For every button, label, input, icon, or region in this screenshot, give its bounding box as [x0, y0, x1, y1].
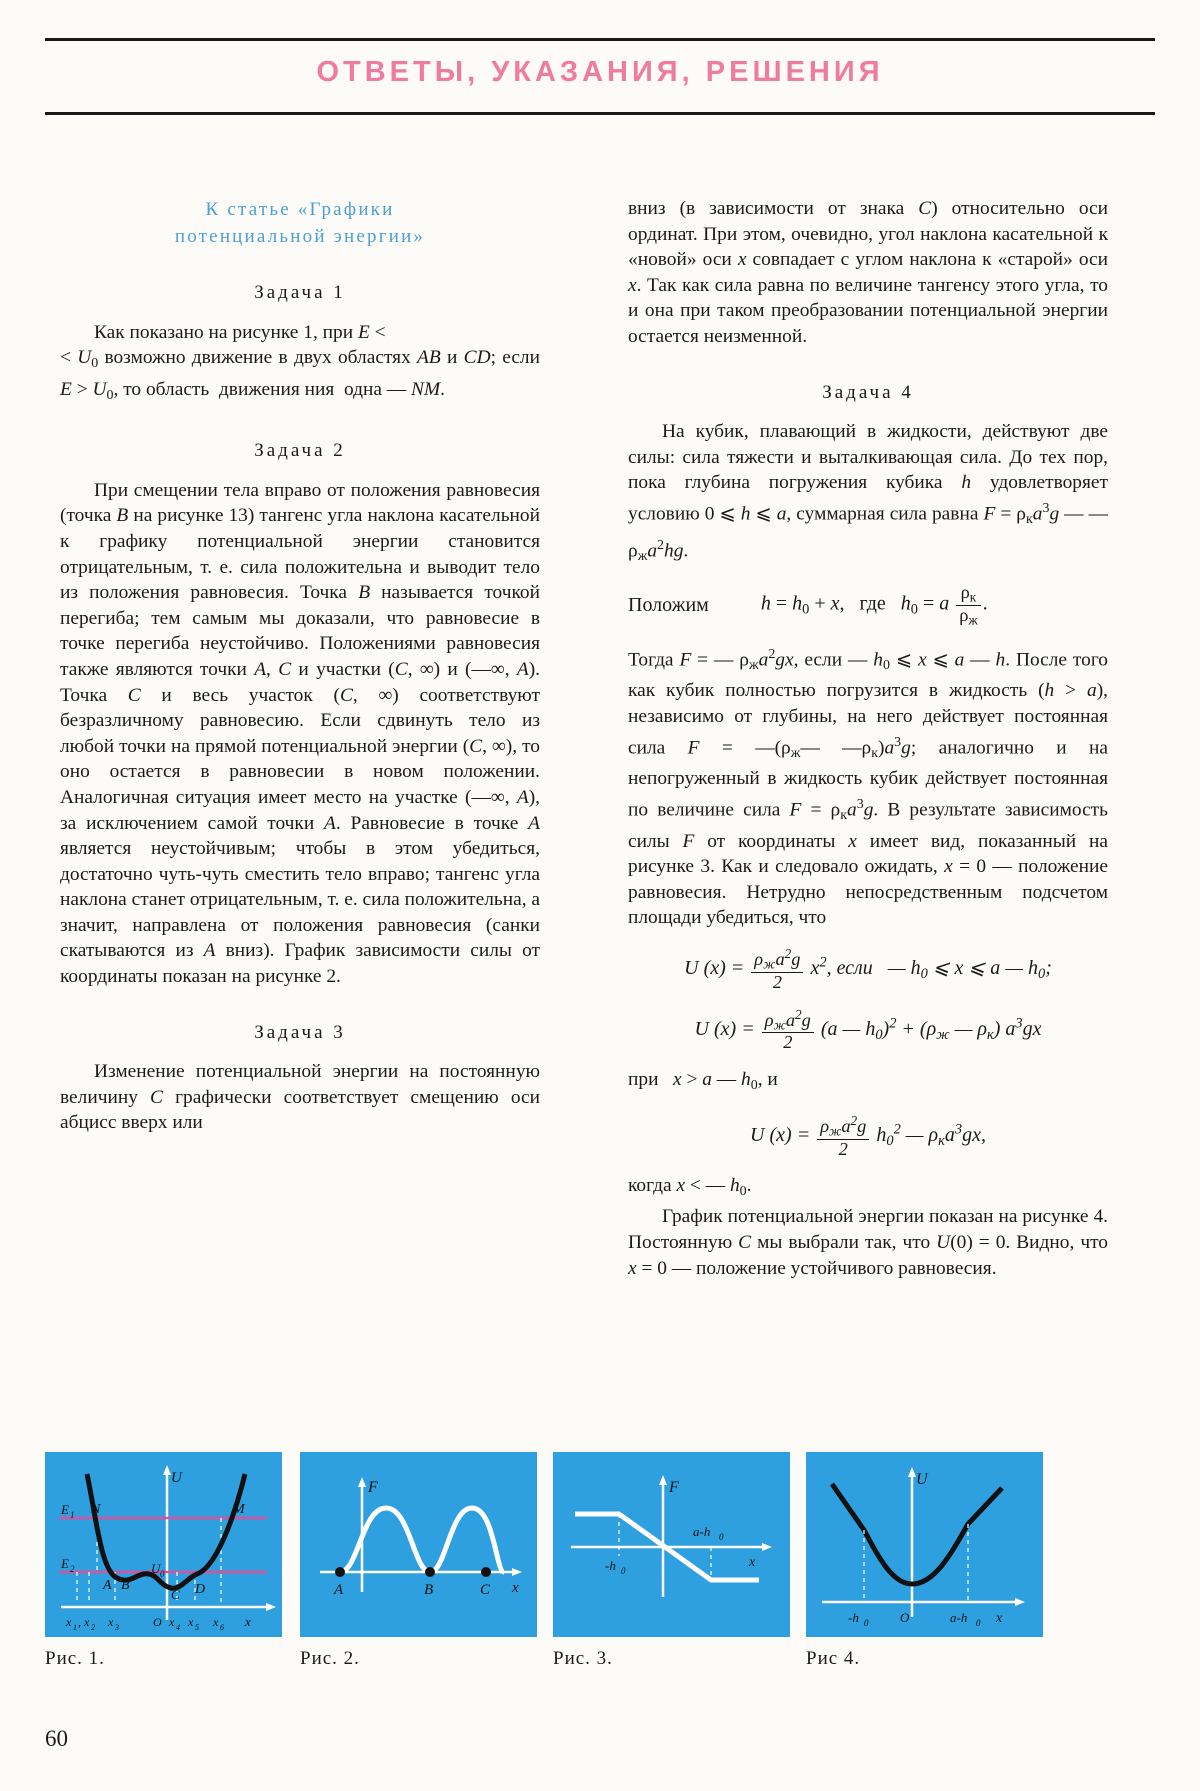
figure-2-caption: Рис. 2. [300, 1648, 360, 1669]
svg-text:6: 6 [220, 1623, 224, 1632]
svg-text:B: B [121, 1578, 130, 1593]
svg-text:E: E [61, 1502, 69, 1517]
svg-text:1: 1 [70, 1510, 75, 1520]
svg-text:1: 1 [73, 1623, 77, 1632]
task-1-heading: Задача 1 [254, 282, 346, 303]
figure-3-graphic [553, 1452, 790, 1637]
svg-text:x: x [996, 1611, 1003, 1626]
svg-text:x: x [245, 1614, 251, 1629]
page-number: 60 [45, 1726, 68, 1751]
svg-text:E: E [61, 1556, 69, 1571]
svg-text:O: O [153, 1615, 162, 1629]
figure-4-graphic [806, 1452, 1043, 1637]
equation-h-body: $h = h_0 + x$, где $h_0 = a$ $\frac{\rho_к}{\rho_ж}$ . [760, 582, 988, 628]
equation-U-case-3: U (x) = $\frac{\rho_жa^2g}{2}$ $h_0^2$ — $\rho_кa^3gx$, [750, 1113, 986, 1159]
left-column [60, 196, 540, 1136]
svg-text:a-h: a-h [950, 1610, 968, 1625]
svg-text:x: x [512, 1580, 519, 1596]
task-2-heading: Задача 2 [254, 440, 346, 462]
figure-4-caption: Рис 4. [806, 1648, 861, 1669]
right-column [628, 196, 1108, 1281]
svg-text:x: x [66, 1615, 72, 1629]
equation-3-condition: когда x < — $h_0$. [628, 1174, 752, 1199]
svg-text:2: 2 [70, 1564, 75, 1574]
figure-row [0, 1452, 1200, 1702]
figure-1 [45, 1452, 282, 1637]
task-3-body: Изменение потенциальной энергии на постоянную величину C графически соответствует смещению оси абцисс вверх или [60, 1061, 540, 1134]
bottom-rule [45, 112, 1155, 115]
svg-text:x: x [213, 1615, 219, 1629]
page-title: ОТВЕТЫ, УКАЗАНИЯ, РЕШЕНИЯ [316, 56, 884, 88]
svg-text:0: 0 [160, 1569, 165, 1579]
svg-text:A: A [103, 1578, 112, 1593]
section-heading-line1: К статье «Графики [205, 199, 395, 220]
equation-h-definition [628, 583, 1108, 627]
svg-text:C: C [480, 1582, 491, 1598]
svg-text:U: U [916, 1471, 928, 1488]
svg-text:0: 0 [621, 1566, 626, 1576]
task-4-paragraph-3: График потенциальной энергии показан на рисунке 4. Постоянную C мы выбрали так, что U(0) = 0. Видно, что x = 0 — положение устойчивого равновесия. [628, 1206, 1108, 1279]
svg-text:4: 4 [176, 1623, 180, 1632]
svg-text:C: C [171, 1587, 180, 1602]
figure-1-graphic [45, 1452, 282, 1637]
svg-text:3: 3 [115, 1623, 119, 1632]
figure-2-graphic [300, 1452, 537, 1637]
task-4-heading: Задача 4 [822, 381, 914, 403]
equation-U-case-1: U (x) = $\frac{\rho_жa^2g}{2}$ $x^2$, если — $h_0$ ⩽ x ⩽ a — $h_0$; [684, 946, 1052, 992]
svg-text:,: , [78, 1615, 81, 1629]
svg-text:N: N [91, 1502, 101, 1517]
svg-text:0: 0 [719, 1532, 724, 1542]
top-rule [45, 38, 1155, 41]
svg-text:-h: -h [605, 1558, 616, 1573]
svg-text:A: A [334, 1582, 344, 1598]
svg-text:x: x [749, 1555, 756, 1570]
svg-text:0: 0 [864, 1618, 869, 1628]
svg-text:0: 0 [976, 1618, 981, 1628]
equation-2-condition: при x > a — $h_0$, и [628, 1068, 778, 1093]
task-4-paragraph-1: На кубик, плавающий в жидкости, действуют две силы: сила тяжести и выталкивающая сила. До тех пор, пока глубина погружения кубика h удовлетворяет условию 0 ⩽ h ⩽ a, суммарная сила равна $F = \rho_кa^3g$ — — $\rho_жa^2hg$. [628, 421, 1109, 564]
svg-text:a-h: a-h [693, 1524, 711, 1539]
equation-U-case-2: U (x) = $\frac{\rho_жa^2g}{2}$ (a — $h_0)^2 + (\rho_ж$ — $\rho_к$) $a^3gx$ [694, 1006, 1042, 1053]
svg-text:x: x [84, 1615, 90, 1629]
svg-text:O: O [900, 1610, 910, 1625]
svg-text:-h: -h [848, 1610, 859, 1625]
svg-text:F: F [669, 1479, 679, 1496]
section-heading [60, 196, 540, 250]
equation-lead: Положим [628, 593, 709, 616]
figure-3 [553, 1452, 790, 1637]
svg-text:5: 5 [195, 1623, 199, 1632]
figure-3-caption: Рис. 3. [553, 1648, 613, 1669]
svg-text:2: 2 [91, 1623, 95, 1632]
task-1-body: Как показано на рисунке 1, при E < < $U_0$ возможно движение в двух областях AB и CD; если $E > U_0$, то область движения ния одна — NM. [60, 321, 540, 403]
svg-text:x: x [188, 1615, 194, 1629]
figure-2 [300, 1452, 537, 1637]
svg-text:D: D [195, 1582, 206, 1597]
figure-4 [806, 1452, 1043, 1637]
task-2-body: При смещении тела вправо от положения равновесия (точка B на рисунке 13) тангенс угла наклона касательной к графику потенциальной энергии становится отрицательным, т. е. сила положительна и выводит тело из положения равновесия. Точка B называется точкой перегиба; тем самым мы доказали, что равновесие в точке перегиба неустойчиво. Положениями равновесия также являются точки A, C и участки (C, ∞) и (—∞, A). Точка C и весь участок (C, ∞) соответствуют безразличному равновесию. Если сдвинуть тело из любой точки на прямой потенциальной энергии (C, ∞), то оно остается в равновесии в новом положении. Аналогичная ситуация имеет место на участке (—∞, A), за исключением самой точки A. Равновесие в точке A является неустойчивым; чтобы в этом убедиться, достаточно чуть-чуть сместить тело вправо; тангенс угла наклона станет отрицательным, т. е. сила положительна, а значит, направлена от положения равновесия (санки скатываются из A вниз). График зависимости силы от координаты показан на рисунке 2. [60, 479, 541, 988]
svg-text:F: F [368, 1479, 378, 1496]
svg-text:M: M [233, 1502, 245, 1517]
svg-text:B: B [424, 1582, 434, 1598]
figure-1-caption: Рис. 1. [45, 1648, 105, 1669]
section-heading-line2: потенциальной энергии» [174, 226, 426, 247]
svg-text:x: x [108, 1615, 114, 1629]
svg-text:x: x [169, 1615, 175, 1629]
task-4-paragraph-2: Тогда F = — $\rho_жa^2gx$, если — $h_0$ ⩽ x ⩽ a — h. После того как кубик полностью погрузится в жидкость (h > a), независимо от глубины, на него действует постоянная сила $F = —(\rho_ж—$ $—\rho_к)a^3g$; аналогично и на непогруженный в жидкость кубик действует постоянная по величине сила $F = \rho_кa^3g$. В результате зависимость силы F от координаты x имеет вид, показанный на рисунке 3. Как и следовало ожидать, x = 0 — положение равновесия. Нетрудно непосредственным подсчетом площади убедиться, что [628, 646, 1109, 929]
svg-text:U: U [151, 1561, 161, 1576]
svg-text:U: U [171, 1470, 182, 1486]
task-3-continuation: вниз (в зависимости от знака C) относительно оси ординат. При этом, очевидно, угол наклона касательной к «новой» оси x совпадает с углом наклона к «старой» оси x. Так как сила равна по величине тангенсу этого угла, то и она при таком преобразовании потенциальной энергии остается неизменной. [628, 198, 1108, 347]
task-3-heading: Задача 3 [254, 1021, 346, 1043]
